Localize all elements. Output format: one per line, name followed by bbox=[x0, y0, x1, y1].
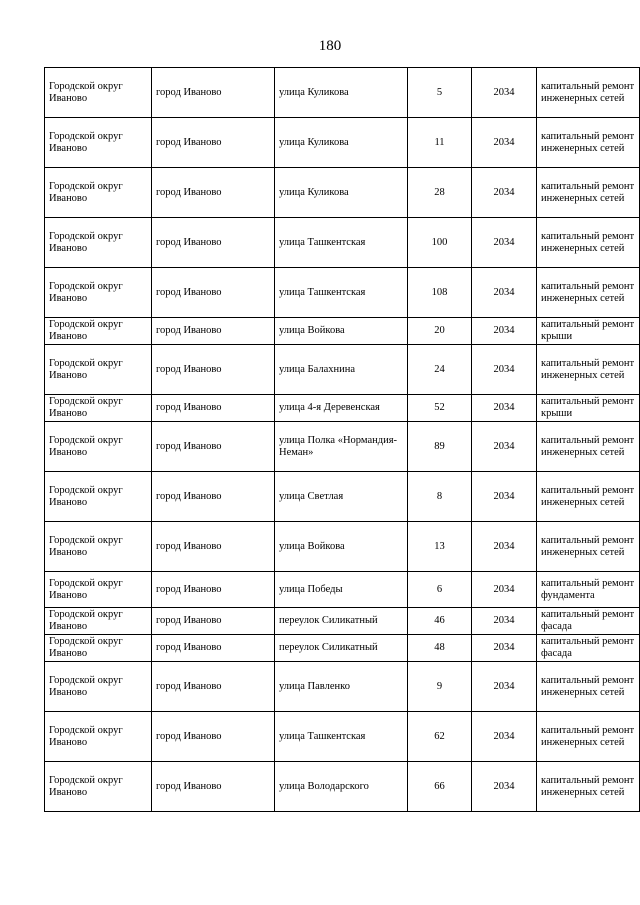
city-cell: город Иваново bbox=[152, 662, 275, 712]
work-type-cell: капитальный ремонт инженерных сетей bbox=[537, 662, 640, 712]
municipal-district-cell: Городской округ Иваново bbox=[45, 218, 152, 268]
year-cell: 2034 bbox=[472, 268, 537, 318]
municipal-district-cell: Городской округ Иваново bbox=[45, 572, 152, 608]
table-row bbox=[45, 168, 640, 218]
street-cell: переулок Силикатный bbox=[275, 608, 408, 635]
work-type-cell: капитальный ремонт фасада bbox=[537, 608, 640, 635]
city-cell: город Иваново bbox=[152, 218, 275, 268]
table-row bbox=[45, 68, 640, 118]
municipal-district-cell: Городской округ Иваново bbox=[45, 318, 152, 345]
house-number-cell: 20 bbox=[408, 318, 472, 345]
municipal-district-cell: Городской округ Иваново bbox=[45, 472, 152, 522]
house-number-cell: 100 bbox=[408, 218, 472, 268]
municipal-district-cell: Городской округ Иваново bbox=[45, 268, 152, 318]
city-cell: город Иваново bbox=[152, 395, 275, 422]
house-number-cell: 108 bbox=[408, 268, 472, 318]
table-row bbox=[45, 422, 640, 472]
year-cell: 2034 bbox=[472, 712, 537, 762]
year-cell: 2034 bbox=[472, 345, 537, 395]
street-cell: улица Балахнина bbox=[275, 345, 408, 395]
city-cell: город Иваново bbox=[152, 608, 275, 635]
municipal-district-cell: Городской округ Иваново bbox=[45, 662, 152, 712]
street-cell: улица Ташкентская bbox=[275, 268, 408, 318]
municipal-district-cell: Городской округ Иваново bbox=[45, 762, 152, 812]
work-type-cell: капитальный ремонт инженерных сетей bbox=[537, 712, 640, 762]
street-cell: улица Войкова bbox=[275, 318, 408, 345]
house-number-cell: 62 bbox=[408, 712, 472, 762]
municipal-district-cell: Городской округ Иваново bbox=[45, 608, 152, 635]
table-row bbox=[45, 395, 640, 422]
municipal-district-cell: Городской округ Иваново bbox=[45, 345, 152, 395]
municipal-district-cell: Городской округ Иваново bbox=[45, 118, 152, 168]
city-cell: город Иваново bbox=[152, 318, 275, 345]
street-cell: улица Ташкентская bbox=[275, 218, 408, 268]
year-cell: 2034 bbox=[472, 422, 537, 472]
city-cell: город Иваново bbox=[152, 522, 275, 572]
work-type-cell: капитальный ремонт инженерных сетей bbox=[537, 762, 640, 812]
municipal-district-cell: Городской округ Иваново bbox=[45, 635, 152, 662]
house-number-cell: 11 bbox=[408, 118, 472, 168]
year-cell: 2034 bbox=[472, 318, 537, 345]
work-type-cell: капитальный ремонт инженерных сетей bbox=[537, 522, 640, 572]
year-cell: 2034 bbox=[472, 635, 537, 662]
municipal-district-cell: Городской округ Иваново bbox=[45, 68, 152, 118]
municipal-district-cell: Городской округ Иваново bbox=[45, 395, 152, 422]
city-cell: город Иваново bbox=[152, 345, 275, 395]
table-row bbox=[45, 712, 640, 762]
house-number-cell: 24 bbox=[408, 345, 472, 395]
year-cell: 2034 bbox=[472, 572, 537, 608]
year-cell: 2034 bbox=[472, 395, 537, 422]
city-cell: город Иваново bbox=[152, 268, 275, 318]
house-number-cell: 9 bbox=[408, 662, 472, 712]
table-row bbox=[45, 345, 640, 395]
city-cell: город Иваново bbox=[152, 762, 275, 812]
work-type-cell: капитальный ремонт крыши bbox=[537, 395, 640, 422]
year-cell: 2034 bbox=[472, 168, 537, 218]
year-cell: 2034 bbox=[472, 68, 537, 118]
city-cell: город Иваново bbox=[152, 635, 275, 662]
city-cell: город Иваново bbox=[152, 68, 275, 118]
street-cell: переулок Силикатный bbox=[275, 635, 408, 662]
housing-repair-table bbox=[44, 67, 640, 812]
house-number-cell: 66 bbox=[408, 762, 472, 812]
table-row bbox=[45, 635, 640, 662]
year-cell: 2034 bbox=[472, 608, 537, 635]
house-number-cell: 28 bbox=[408, 168, 472, 218]
table-row bbox=[45, 608, 640, 635]
work-type-cell: капитальный ремонт инженерных сетей bbox=[537, 68, 640, 118]
house-number-cell: 52 bbox=[408, 395, 472, 422]
city-cell: город Иваново bbox=[152, 472, 275, 522]
table-row bbox=[45, 472, 640, 522]
city-cell: город Иваново bbox=[152, 712, 275, 762]
city-cell: город Иваново bbox=[152, 422, 275, 472]
work-type-cell: капитальный ремонт фундамента bbox=[537, 572, 640, 608]
work-type-cell: капитальный ремонт инженерных сетей bbox=[537, 118, 640, 168]
year-cell: 2034 bbox=[472, 218, 537, 268]
municipal-district-cell: Городской округ Иваново bbox=[45, 168, 152, 218]
work-type-cell: капитальный ремонт инженерных сетей bbox=[537, 218, 640, 268]
year-cell: 2034 bbox=[472, 762, 537, 812]
table-body bbox=[45, 68, 640, 812]
house-number-cell: 6 bbox=[408, 572, 472, 608]
work-type-cell: капитальный ремонт инженерных сетей bbox=[537, 345, 640, 395]
municipal-district-cell: Городской округ Иваново bbox=[45, 422, 152, 472]
year-cell: 2034 bbox=[472, 662, 537, 712]
house-number-cell: 46 bbox=[408, 608, 472, 635]
street-cell: улица Куликова bbox=[275, 68, 408, 118]
table-row bbox=[45, 522, 640, 572]
street-cell: улица Куликова bbox=[275, 168, 408, 218]
year-cell: 2034 bbox=[472, 118, 537, 168]
house-number-cell: 8 bbox=[408, 472, 472, 522]
page-number: 180 bbox=[318, 38, 342, 54]
street-cell: улица Победы bbox=[275, 572, 408, 608]
table-row bbox=[45, 662, 640, 712]
house-number-cell: 48 bbox=[408, 635, 472, 662]
year-cell: 2034 bbox=[472, 472, 537, 522]
table-row bbox=[45, 318, 640, 345]
work-type-cell: капитальный ремонт инженерных сетей bbox=[537, 472, 640, 522]
city-cell: город Иваново bbox=[152, 118, 275, 168]
street-cell: улица 4-я Деревенская bbox=[275, 395, 408, 422]
table-row bbox=[45, 572, 640, 608]
house-number-cell: 5 bbox=[408, 68, 472, 118]
table-row bbox=[45, 268, 640, 318]
street-cell: улица Куликова bbox=[275, 118, 408, 168]
city-cell: город Иваново bbox=[152, 168, 275, 218]
table-row bbox=[45, 218, 640, 268]
year-cell: 2034 bbox=[472, 522, 537, 572]
street-cell: улица Павленко bbox=[275, 662, 408, 712]
work-type-cell: капитальный ремонт инженерных сетей bbox=[537, 422, 640, 472]
street-cell: улица Полка «Нормандия-Неман» bbox=[275, 422, 408, 472]
house-number-cell: 13 bbox=[408, 522, 472, 572]
table-row bbox=[45, 118, 640, 168]
municipal-district-cell: Городской округ Иваново bbox=[45, 712, 152, 762]
street-cell: улица Ташкентская bbox=[275, 712, 408, 762]
street-cell: улица Володарского bbox=[275, 762, 408, 812]
work-type-cell: капитальный ремонт инженерных сетей bbox=[537, 268, 640, 318]
work-type-cell: капитальный ремонт инженерных сетей bbox=[537, 168, 640, 218]
city-cell: город Иваново bbox=[152, 572, 275, 608]
table-row bbox=[45, 762, 640, 812]
work-type-cell: капитальный ремонт крыши bbox=[537, 318, 640, 345]
house-number-cell: 89 bbox=[408, 422, 472, 472]
municipal-district-cell: Городской округ Иваново bbox=[45, 522, 152, 572]
street-cell: улица Светлая bbox=[275, 472, 408, 522]
street-cell: улица Войкова bbox=[275, 522, 408, 572]
work-type-cell: капитальный ремонт фасада bbox=[537, 635, 640, 662]
